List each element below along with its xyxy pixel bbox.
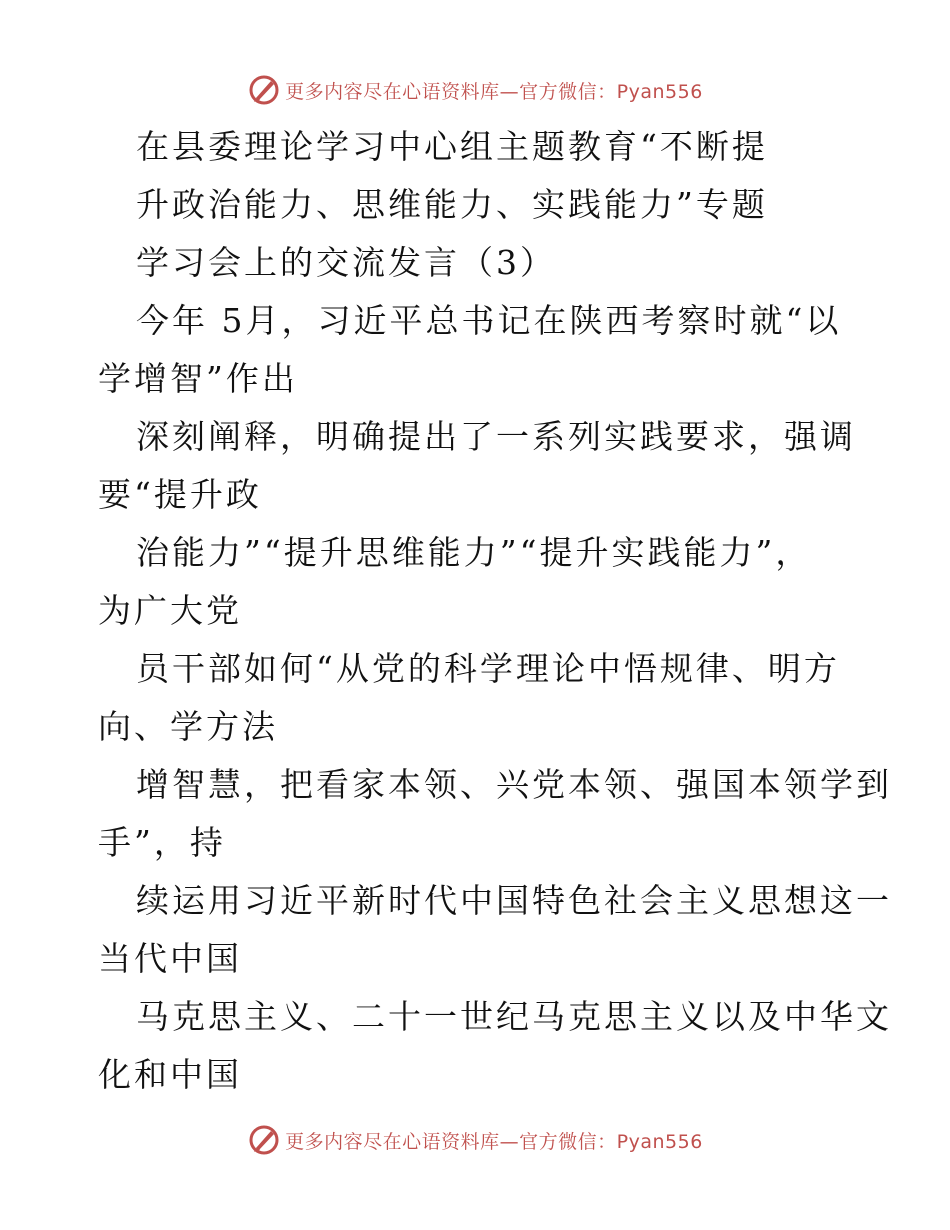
quill-logo-icon (247, 73, 281, 107)
text-line: 学习会上的交流发言（3） (136, 243, 556, 282)
text-line: 在县委理论学习中心组主题教育“不断提 (136, 127, 768, 166)
text-line: 深刻阐释，明确提出了一系列实践要求，强调 (136, 417, 856, 456)
text-line: 增智慧，把看家本领、兴党本领、强国本领学到 (136, 765, 892, 804)
text-line: 马克思主义、二十一世纪马克思主义以及中华文 (136, 997, 892, 1036)
document-body (98, 118, 892, 1104)
header-watermark (0, 70, 950, 110)
text-line: 员干部如何“从党的科学理论中悟规律、明方 (136, 649, 840, 688)
quill-logo-icon (247, 1123, 281, 1157)
watermark-text: 更多内容尽在心语资料库—官方微信：Pyan556 (285, 1130, 703, 1153)
text-line: 为广大党 (98, 591, 242, 630)
text-line: 要“提升政 (98, 475, 262, 514)
text-line: 治能力”“提升思维能力”“提升实践能力”， (136, 533, 812, 572)
text-line: 化和中国 (98, 1055, 242, 1094)
text-line: 学增智”作出 (98, 359, 298, 398)
watermark-text: 更多内容尽在心语资料库—官方微信：Pyan556 (285, 80, 703, 103)
text-line: 今年 5月，习近平总书记在陕西考察时就“以 (136, 301, 842, 340)
text-line: 当代中国 (98, 939, 242, 978)
footer-watermark (0, 1120, 950, 1160)
text-line: 向、学方法 (98, 707, 278, 746)
text-line: 续运用习近平新时代中国特色社会主义思想这一 (136, 881, 892, 920)
text-line: 手”，持 (98, 823, 226, 862)
text-line: 升政治能力、思维能力、实践能力”专题 (136, 185, 768, 224)
